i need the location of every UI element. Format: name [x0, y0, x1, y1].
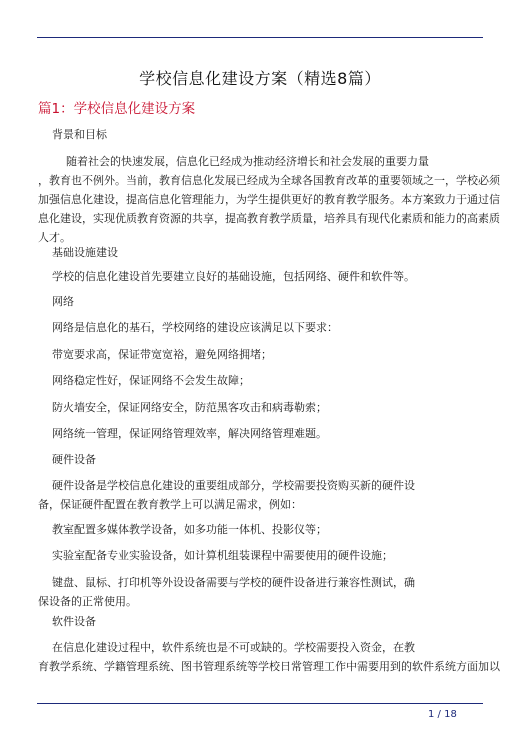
page-number: 1 / 18	[428, 709, 457, 720]
footer-rule	[37, 703, 483, 704]
paragraph-network-firewall: 防火墙安全，保证网络安全，防范黑客攻击和病毒勒索；	[38, 401, 327, 414]
document-title: 学校信息化建设方案（精选8篇）	[139, 69, 381, 88]
paragraph-network-stability: 网络稳定性好，保证网络不会发生故障；	[38, 374, 250, 387]
paragraph-software-heading: 软件设备	[38, 615, 96, 628]
paragraph-hardware-lab: 实验室配备专业实验设备，如计算机组装课程中需要使用的硬件设施；	[38, 549, 393, 562]
paragraph-hardware-peripherals: 键盘、鼠标、打印机等外设设备需要与学校的硬件设备进行兼容性测试，确 保设备的正常使用。	[38, 576, 415, 608]
paragraph-hardware-body: 硬件设备是学校信息化建设的重要组成部分，学校需要投资购买新的硬件设 备，保证硬件配置在教育教学上可以满足需求，例如：	[38, 479, 415, 511]
paragraph-infrastructure-body: 学校的信息化建设首先要建立良好的基础设施，包括网络、硬件和软件等。	[38, 270, 415, 283]
paragraph-hardware-heading: 硬件设备	[38, 453, 96, 466]
section-heading: 篇1：学校信息化建设方案	[38, 101, 196, 117]
paragraph-hardware-classroom: 教室配置多媒体教学设备，如多功能一体机、投影仪等；	[38, 523, 327, 536]
paragraph-background-heading: 背景和目标	[38, 128, 107, 141]
paragraph-network-intro: 网络是信息化的基石，学校网络的建设应该满足以下要求：	[38, 321, 338, 334]
paragraph-network-heading: 网络	[38, 295, 74, 308]
paragraph-infrastructure-heading: 基础设施建设	[38, 246, 118, 259]
paragraph-network-management: 网络统一管理，保证网络管理效率，解决网络管理难题。	[38, 427, 327, 440]
paragraph-network-bandwidth: 带宽要求高，保证带宽宽裕，避免网络拥堵；	[38, 348, 272, 361]
paragraph-background-body: 随着社会的快速发展，信息化已经成为推动经济增长和社会发展的重要力量 ，教育也不例外。当前，教育信息化发展已经成为全球各国教育改革的重要领域之一，学校必须 加强信息化建设，提高信息化管理能力，为学生提供更好的教育教学服务。本方案致力于通过信 息化建设，实现优质教育资源的共享，提高教育教学质量，培养具有现代化素质和能力的高素质 人才。	[38, 155, 500, 244]
paragraph-software-body: 在信息化建设过程中，软件系统也是不可或缺的。学校需要投入资金，在教 育教学系统、学籍管理系统、图书管理系统等学校日常管理工作中需要用到的软件系统方面加以	[38, 641, 500, 673]
header-rule	[37, 37, 483, 38]
